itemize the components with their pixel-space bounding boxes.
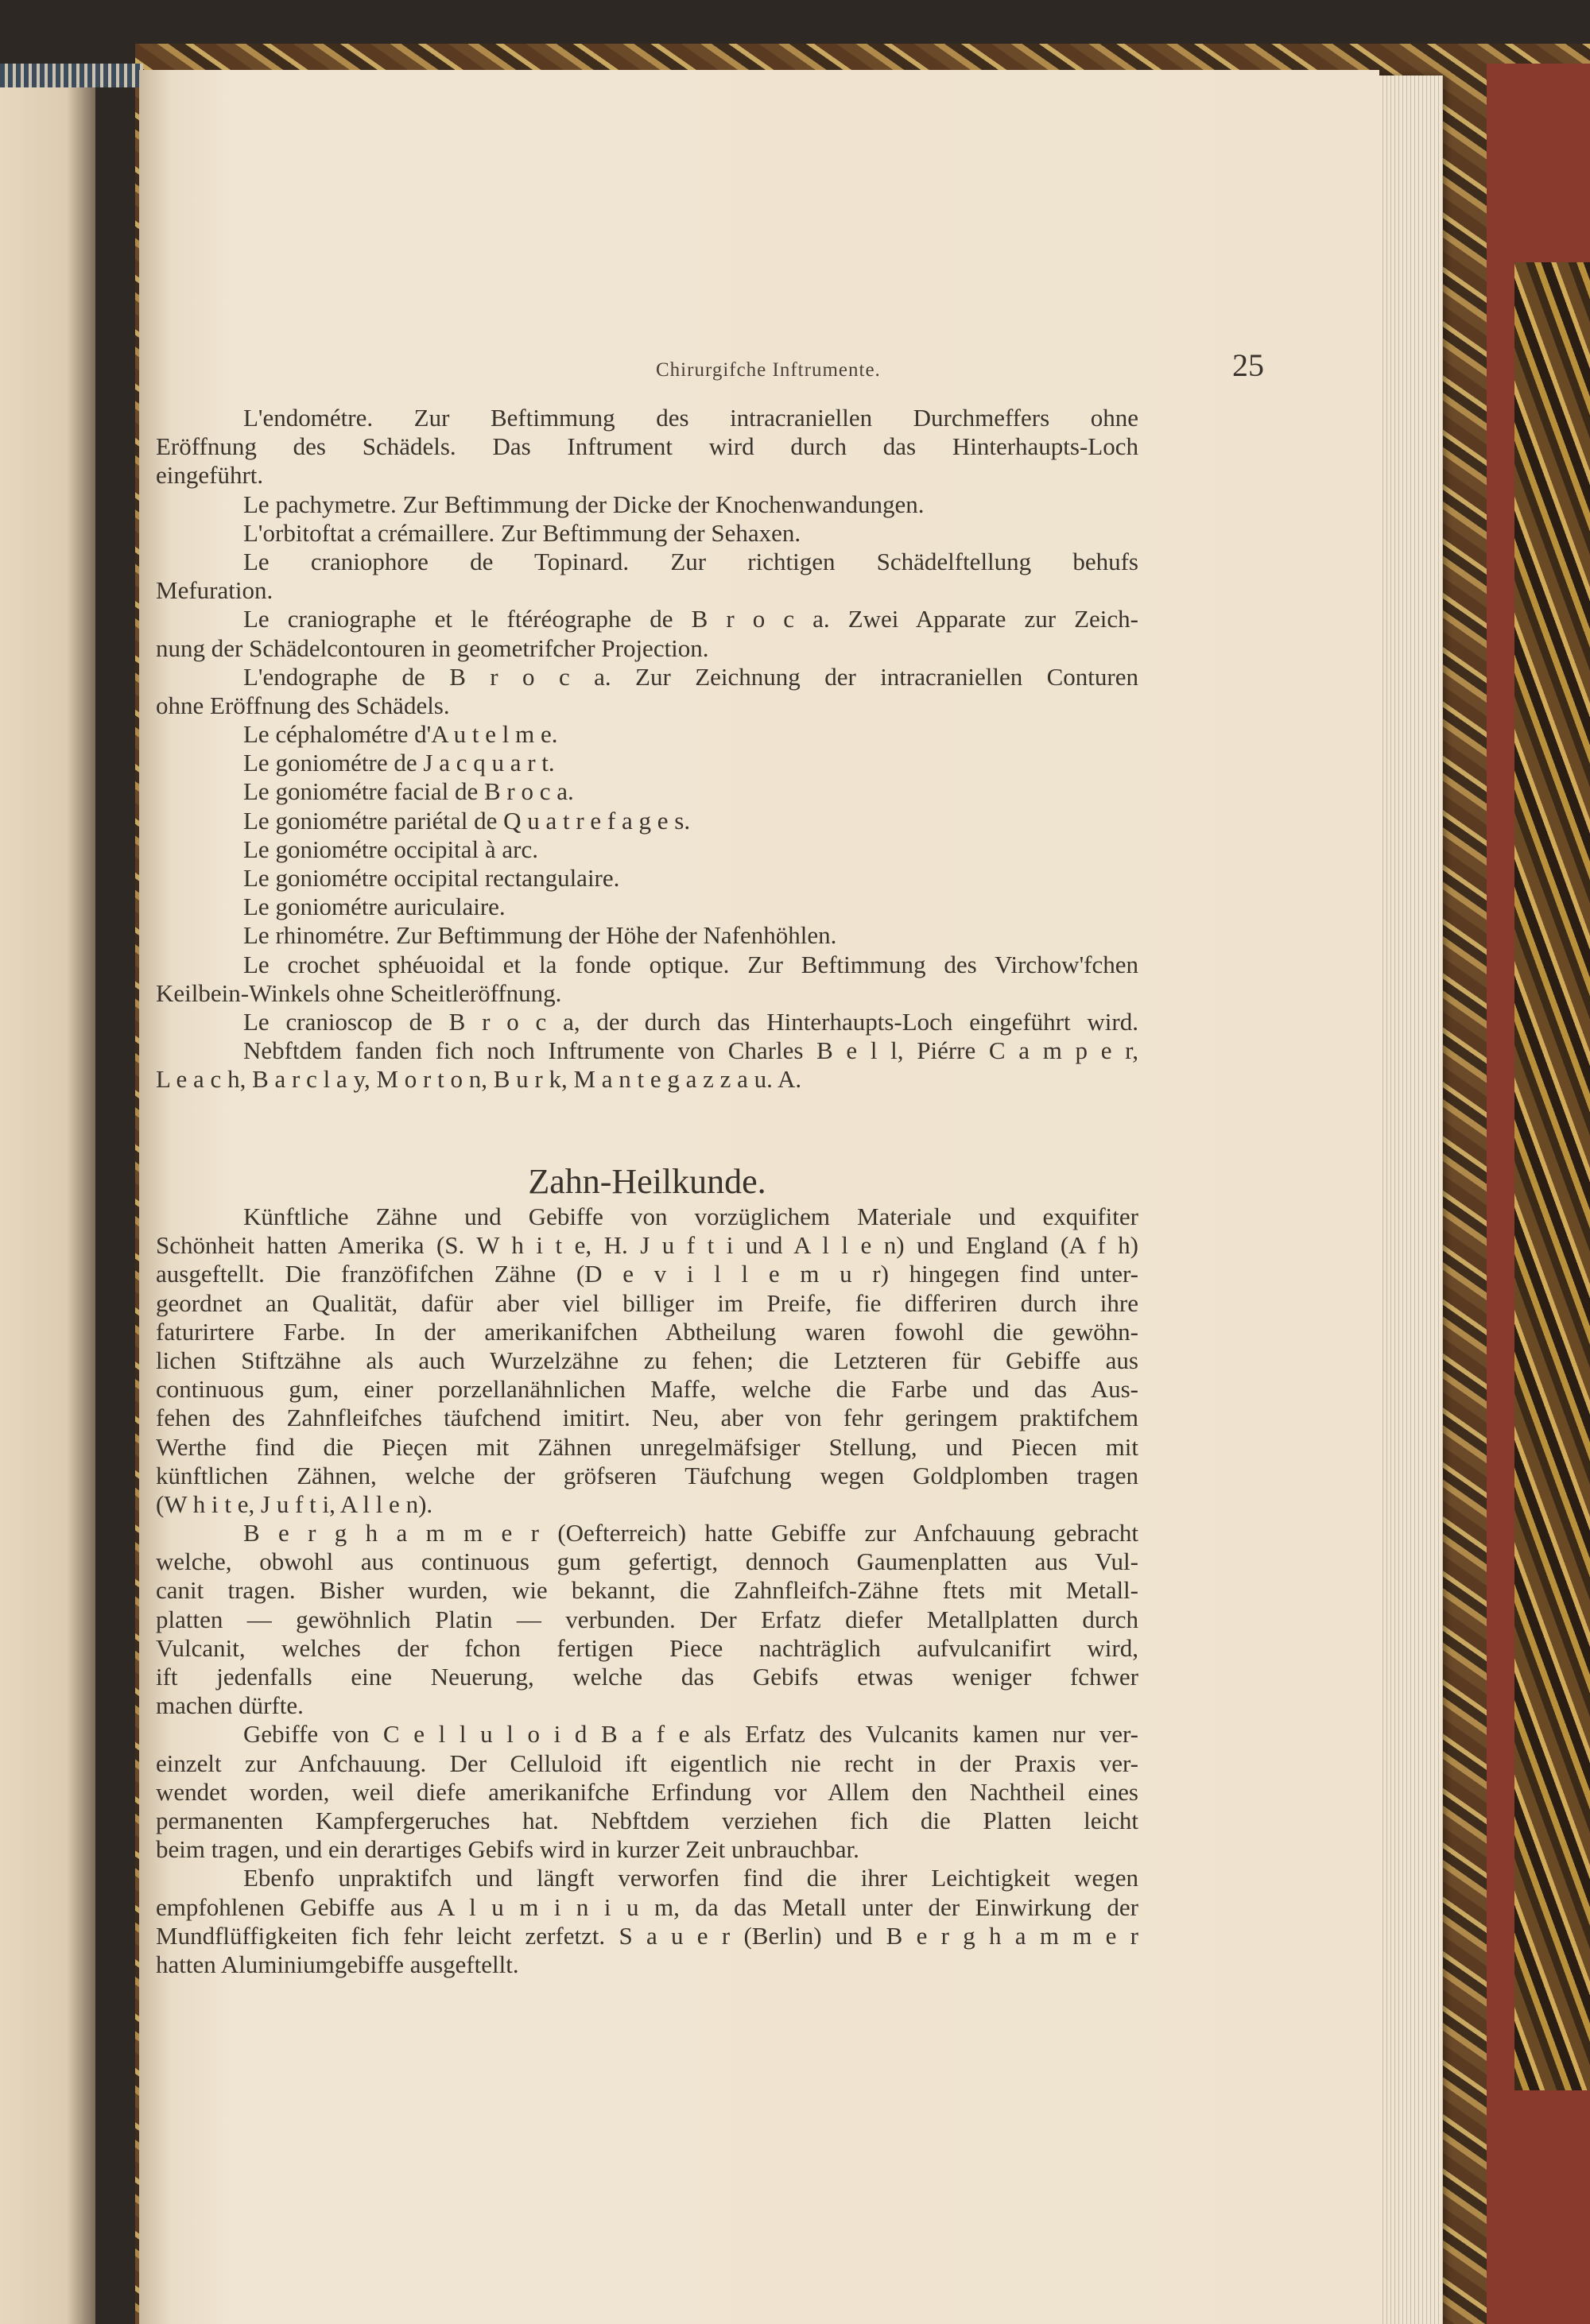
text-line: Le goniométre auriculaire. — [243, 893, 506, 921]
text-line: Le craniophore de Topinard. Zur richtigen Schädelftellung behufs — [243, 547, 1138, 575]
text-line: Vulcanit, welches der fchon fertigen Piece nachträglich aufvulcanifirt wird, — [156, 1633, 1138, 1662]
text-line: faturirtere Farbe. In der amerikanifchen Abtheilung waren fowohl die gewöhn- — [156, 1317, 1138, 1346]
text-line: Mundflüffigkeiten fich fehr leicht zerfetzt. S a u e r (Berlin) und B e r g h a m m e r — [156, 1921, 1138, 1950]
text-line: Le goniométre occipital rectangulaire. — [243, 864, 620, 892]
page-number: 25 — [1232, 347, 1264, 383]
text-line: Eröffnung des Schädels. Das Inftrument wird durch das Hinterhaupts-Loch — [156, 432, 1138, 461]
dental-section-body — [156, 1203, 1138, 1979]
text-line: beim tragen, und ein derartiges Gebifs wird in kurzer Zeit unbrauchbar. — [156, 1835, 859, 1864]
text-line: Le crochet sphéuoidal et la fonde optique. Zur Beftimmung des Virchow'fchen — [243, 950, 1138, 978]
book-page — [139, 70, 1379, 2324]
text-line: Mefuration. — [156, 576, 273, 605]
text-line: ift jedenfalls eine Neuerung, welche das Gebifs etwas weniger fchwer — [156, 1663, 1138, 1691]
text-line: lichen Stiftzähne als auch Wurzelzähne zu fehen; die Letzteren für Gebiffe aus — [156, 1346, 1138, 1374]
text-line: fehen des Zahnfleifches täufchend imitirt. Neu, aber von fehr geringem praktifchem — [156, 1404, 1138, 1432]
text-line: empfohlenen Gebiffe aus A l u m i n i u m, da das Metall unter der Einwirkung der — [156, 1892, 1138, 1921]
text-line: Nebftdem fanden fich noch Inftrumente von Charles B e l l, Piérre C a m p e r, — [243, 1036, 1138, 1065]
text-line: einzelt zur Anfchauung. Der Celluloid ift eigentlich nie recht in der Praxis ver- — [156, 1749, 1138, 1777]
text-line: Keilbein-Winkels ohne Scheitleröffnung. — [156, 978, 562, 1007]
instrument-list-section — [156, 404, 1138, 1094]
text-line: Gebiffe von C e l l u l o i d B a f e als Erfatz des Vulcanits kamen nur ver- — [243, 1720, 1138, 1749]
text-line: L'orbitoftat a crémaillere. Zur Beftimmung der Sehaxen. — [243, 518, 801, 547]
text-line: Schönheit hatten Amerika (S. W h i t e, H. J u f t i und A l l e n) und England (A f h) — [156, 1231, 1138, 1260]
marbled-endpaper — [1514, 262, 1590, 2090]
text-line: wendet worden, weil diefe amerikanifche Erfindung vor Allem den Nachtheil eines — [156, 1777, 1138, 1806]
text-line: Le craniographe et le ftéréographe de B r o c a. Zwei Apparate zur Zeich- — [243, 605, 1138, 633]
text-line: L'endographe de B r o c a. Zur Zeichnung der intracraniellen Conturen — [243, 662, 1138, 691]
text-line: Le goniométre occipital à arc. — [243, 835, 538, 863]
text-line: L e a c h, B a r c l a y, M o r t o n, B u r k, M a n t e g a z z a u. A. — [156, 1065, 802, 1094]
text-line: machen dürfte. — [156, 1691, 304, 1720]
text-line: hatten Aluminiumgebiffe ausgeftellt. — [156, 1950, 519, 1978]
text-line: continuous gum, einer porzellanähnlichen Maffe, welche die Farbe und das Aus- — [156, 1375, 1138, 1404]
text-line: ohne Eröffnung des Schädels. — [156, 691, 450, 719]
text-line: ausgeftellt. Die franzöfifchen Zähne (D e v i l l e m u r) hingegen find unter- — [156, 1260, 1138, 1288]
text-line: Le goniométre pariétal de Q u a t r e f a g e s. — [243, 806, 691, 835]
text-line: B e r g h a m m e r (Oefterreich) hatte Gebiffe zur Anfchauung gebracht — [243, 1519, 1138, 1547]
text-line: Le rhinométre. Zur Beftimmung der Höhe der Nafenhöhlen. — [243, 921, 837, 950]
text-line: Le goniométre de J a c q u a r t. — [243, 749, 555, 777]
text-line: canit tragen. Bisher wurden, wie bekannt, die Zahnfleifch-Zähne ftets mit Metall- — [156, 1576, 1138, 1605]
text-line: Werthe find die Pieçen mit Zähnen unregelmäfsiger Stellung, und Piecen mit — [156, 1432, 1138, 1461]
text-line: nung der Schädelcontouren in geometrifcher Projection. — [156, 633, 709, 662]
text-line: geordnet an Qualität, dafür aber viel billiger im Preife, fie differiren durch ihre — [156, 1288, 1138, 1317]
section-heading: Zahn-Heilkunde. — [528, 1162, 766, 1201]
text-line: permanenten Kampfergeruches hat. Nebftdem verziehen fich die Platten leicht — [156, 1806, 1138, 1834]
running-header: Chirurgifche Inftrumente. — [656, 359, 881, 381]
text-line: welche, obwohl aus continuous gum gefertigt, dennoch Gaumenplatten aus Vul- — [156, 1547, 1138, 1576]
text-line: Ebenfo unpraktifch und längft verworfen find die ihrer Leichtigkeit wegen — [243, 1864, 1138, 1892]
text-line: (W h i t e, J u f t i, A l l e n). — [156, 1489, 433, 1518]
text-line: eingeführt. — [156, 461, 264, 490]
text-line: Le goniométre facial de B r o c a. — [243, 777, 574, 806]
text-line: Le pachymetre. Zur Beftimmung der Dicke der Knochenwandungen. — [243, 490, 925, 518]
binding-thread — [0, 64, 143, 87]
text-line: künftlichen Zähnen, welche der gröfseren Täufchung wegen Goldplomben tragen — [156, 1461, 1138, 1489]
left-page-edge — [0, 64, 95, 2324]
text-line: Le cranioscop de B r o c a, der durch das Hinterhaupts-Loch eingeführt wird. — [243, 1007, 1138, 1036]
text-line: Künftliche Zähne und Gebiffe von vorzüglichem Materiale und exquifiter — [243, 1203, 1138, 1230]
text-line: platten — gewöhnlich Platin — verbunden. Der Erfatz diefer Metallplatten durch — [156, 1605, 1138, 1633]
text-line: Le céphalométre d'A u t e l m e. — [243, 720, 558, 749]
text-line: L'endométre. Zur Beftimmung des intracraniellen Durchmeffers ohne — [243, 404, 1138, 432]
